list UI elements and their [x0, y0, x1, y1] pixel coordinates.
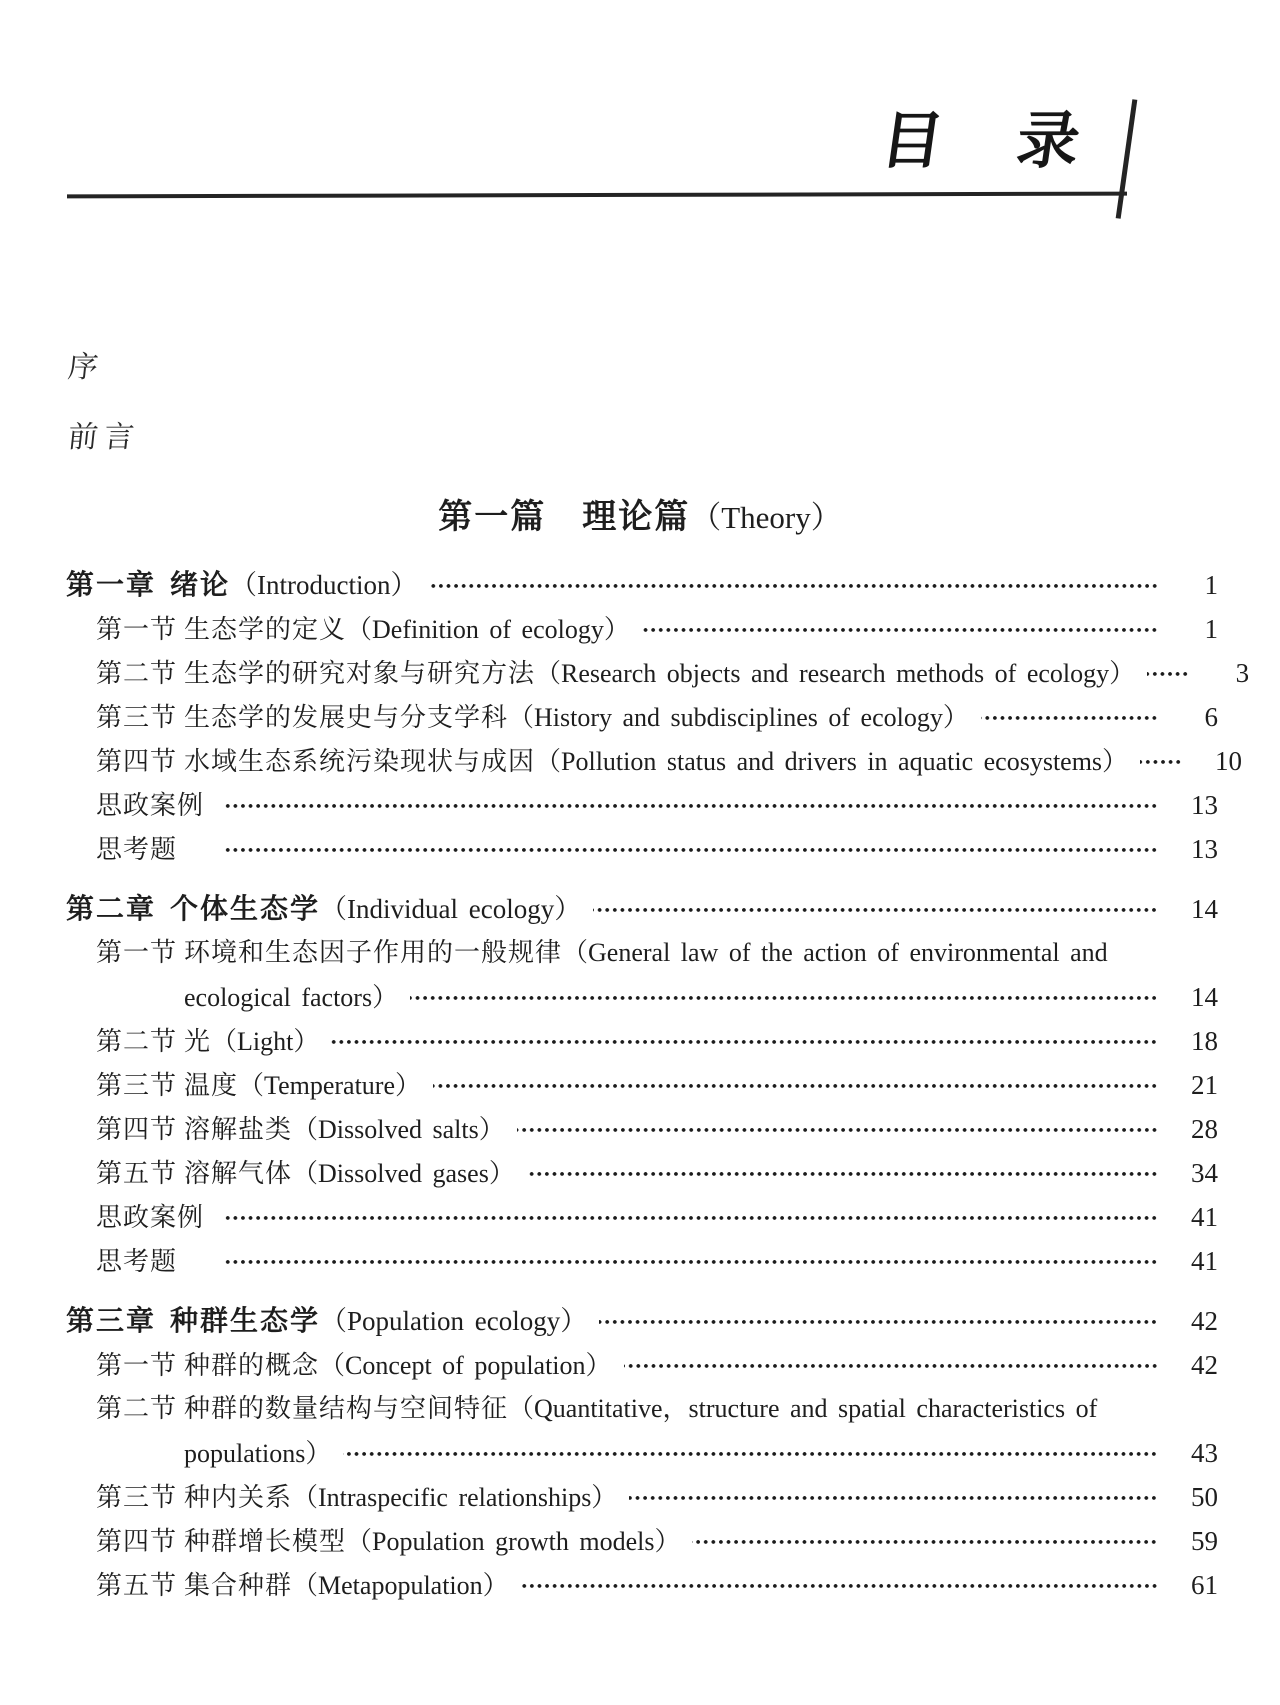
toc-entry-section — [66, 739, 1243, 783]
page-number: 61 — [1191, 1570, 1218, 1600]
dot-leader — [224, 799, 1158, 811]
entry-title-zh: 集合种群 — [184, 1571, 293, 1600]
entry-title-en: （Individual ecology） — [320, 894, 582, 924]
entry-title-zh: 绪论 — [170, 569, 231, 600]
dot-leader — [517, 1123, 1158, 1135]
toc-entry-section — [66, 1019, 1218, 1063]
entry-title-en: （Intraspecific relationships） — [292, 1483, 618, 1512]
dot-leader — [629, 1491, 1158, 1503]
page-number: 14 — [1191, 894, 1218, 924]
dot-leader — [343, 1447, 1158, 1459]
entry-title-en: （General law of the action of environmental and — [562, 938, 1108, 967]
entry-title-zh: 光 — [184, 1027, 212, 1056]
entry-title-zh: 生态学的定义 — [184, 615, 347, 644]
page-number: 21 — [1191, 1070, 1218, 1100]
dot-leader — [521, 1579, 1158, 1591]
toc-entry-section — [66, 1343, 1218, 1387]
entry-title-zh: 种群增长模型 — [184, 1527, 347, 1556]
section-label: 第三节 — [96, 1071, 178, 1100]
section-label: 第三节 — [96, 1483, 178, 1512]
entry-title-zh: 种群的数量结构与空间特征 — [184, 1394, 509, 1423]
entry-title-en: （Population ecology） — [320, 1306, 588, 1336]
toc-entry-section — [66, 1519, 1218, 1563]
entry-title-zh: 思政案例 — [96, 791, 205, 820]
entry-title-zh: 种群的概念 — [184, 1351, 320, 1380]
part-title — [0, 496, 1280, 540]
entry-title-zh: 思政案例 — [96, 1203, 205, 1232]
section-label: 第四节 — [96, 747, 178, 776]
entry-title-zh: 种内关系 — [184, 1483, 293, 1512]
entry-title-zh: 温度 — [184, 1071, 239, 1100]
toc-entry-section — [66, 1107, 1218, 1151]
page-number: 34 — [1191, 1158, 1218, 1188]
entry-title-en: （Population growth models） — [346, 1527, 681, 1556]
toc-entry-section-line2 — [66, 1431, 1218, 1475]
section-label: 第二节 — [96, 659, 178, 688]
dot-leader — [1109, 1403, 1158, 1415]
page-title: 目 录 — [876, 107, 1090, 176]
entry-title-zh: 环境和生态因子作用的一般规律 — [184, 938, 563, 967]
page-number: 42 — [1191, 1306, 1218, 1336]
dot-leader — [433, 1079, 1158, 1091]
entry-title-en: （Metapopulation） — [292, 1571, 509, 1600]
entry-title-en: （Light） — [211, 1027, 320, 1056]
page-number: 1 — [1204, 614, 1218, 644]
dot-leader — [430, 579, 1159, 591]
page-number: 13 — [1191, 834, 1218, 864]
toc-entry-section-line1 — [66, 931, 1218, 975]
toc-entry-chapter-1 — [66, 563, 1218, 607]
toc-entry-extra — [66, 827, 1218, 871]
page-number: 3 — [1235, 658, 1250, 688]
dot-leader — [624, 1359, 1158, 1371]
page-number: 18 — [1191, 1026, 1218, 1056]
section-label: 第一节 — [96, 1351, 178, 1380]
section-label: 第二节 — [96, 1027, 178, 1056]
entry-title-en: （Concept of population） — [319, 1351, 612, 1380]
toc-entry-section — [66, 607, 1218, 651]
entry-title-en: （Temperature） — [238, 1071, 422, 1100]
dot-leader — [981, 711, 1158, 723]
section-label: 第四节 — [96, 1115, 178, 1144]
header-slash-mark — [1116, 99, 1138, 219]
entry-title-en: （Definition of ecology） — [346, 615, 630, 644]
section-label: 第五节 — [96, 1159, 178, 1188]
entry-title-zh: 溶解气体 — [184, 1159, 293, 1188]
preface-label: 序 — [66, 351, 106, 384]
dot-leader — [599, 1315, 1158, 1327]
entry-title-zh: 种群生态学 — [170, 1305, 321, 1336]
foreword-label: 前言 — [66, 421, 142, 454]
entry-title-zh: 思考题 — [96, 835, 178, 864]
entry-title-en: ecological factors） — [184, 983, 399, 1012]
part-title-zh: 第一篇 理论篇 — [438, 499, 691, 536]
toc-entry-section — [66, 1063, 1218, 1107]
entry-title-en: （History and subdisciplines of ecology） — [508, 703, 969, 732]
dot-leader — [642, 623, 1158, 635]
entry-title-en: （Pollution status and drivers in aquatic ecosystems） — [535, 747, 1129, 776]
page-number: 14 — [1191, 982, 1218, 1012]
page-number: 6 — [1204, 702, 1218, 732]
page-number: 59 — [1191, 1526, 1218, 1556]
toc-entry-section — [66, 695, 1218, 739]
section-label: 第五节 — [96, 1571, 178, 1600]
entry-title-zh: 个体生态学 — [170, 893, 321, 924]
chapter-label: 第二章 — [66, 893, 157, 924]
entry-title-zh: 生态学的研究对象与研究方法 — [184, 659, 536, 688]
section-label: 第四节 — [96, 1527, 178, 1556]
dot-leader — [224, 1211, 1158, 1223]
dot-leader — [224, 843, 1158, 855]
toc-entry-section-line2 — [66, 975, 1218, 1019]
toc-entry-section — [66, 651, 1250, 695]
toc-entry-section — [66, 1475, 1218, 1519]
toc-entry-extra — [66, 1195, 1218, 1239]
entry-title-en: （Dissolved salts） — [292, 1115, 505, 1144]
page-number: 41 — [1191, 1202, 1218, 1232]
toc-entry-extra — [66, 783, 1218, 827]
toc-entry-section — [66, 1563, 1218, 1607]
page-number: 13 — [1191, 790, 1218, 820]
section-label: 第二节 — [96, 1394, 178, 1423]
section-label: 第一节 — [96, 938, 178, 967]
chapter-label: 第一章 — [66, 569, 157, 600]
dot-leader — [224, 1255, 1158, 1267]
dot-leader — [1147, 667, 1189, 679]
dot-leader — [692, 1535, 1158, 1547]
toc-entry-extra — [66, 1239, 1218, 1283]
section-label: 第一节 — [96, 615, 178, 644]
toc-entry-section-line1 — [66, 1387, 1218, 1431]
dot-leader — [1140, 755, 1182, 767]
page-number: 41 — [1191, 1246, 1218, 1276]
dot-leader — [1120, 947, 1162, 959]
entry-title-zh: 思考题 — [96, 1247, 178, 1276]
page-number: 50 — [1191, 1482, 1218, 1512]
entry-title-zh: 生态学的发展史与分支学科 — [184, 703, 509, 732]
page-number: 43 — [1191, 1438, 1218, 1468]
toc-list — [66, 547, 1250, 1607]
dot-leader — [410, 991, 1158, 1003]
page-number: 28 — [1191, 1114, 1218, 1144]
section-label: 第三节 — [96, 703, 178, 732]
dot-leader — [331, 1035, 1158, 1047]
part-title-en: （Theory） — [690, 500, 842, 535]
page-number: 1 — [1204, 570, 1218, 600]
dot-leader — [527, 1167, 1158, 1179]
toc-entry-chapter-2 — [66, 887, 1218, 931]
entry-title-zh: 水域生态系统污染现状与成因 — [184, 747, 536, 776]
dot-leader — [593, 903, 1158, 915]
toc-entry-chapter-3 — [66, 1299, 1218, 1343]
page-number: 10 — [1215, 746, 1243, 776]
entry-title-en: （Quantitative，structure and spatial characteristics of — [508, 1394, 1098, 1423]
page-number: 42 — [1191, 1350, 1218, 1380]
entry-title-en: （Research objects and research methods of ecology） — [535, 659, 1136, 688]
toc-entry-section — [66, 1151, 1218, 1195]
entry-title-en: （Dissolved gases） — [292, 1159, 515, 1188]
chapter-label: 第三章 — [66, 1305, 157, 1336]
entry-title-zh: 溶解盐类 — [184, 1115, 293, 1144]
entry-title-en: populations） — [184, 1439, 332, 1468]
entry-title-en: （Introduction） — [230, 570, 418, 600]
header-rule — [67, 192, 1127, 199]
